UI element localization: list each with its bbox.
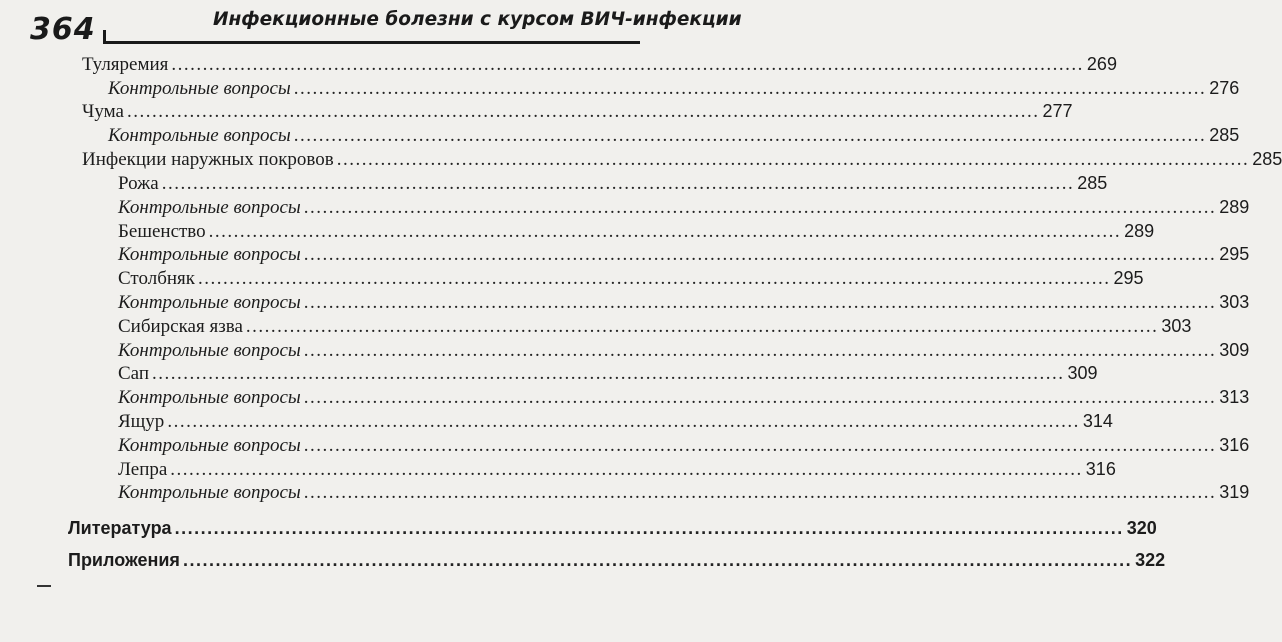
toc-dot-leader [304,386,1217,409]
toc-entry [118,339,1250,362]
toc-entry [118,410,1113,433]
toc-dot-leader [170,458,1083,481]
toc-entry-page: 316 [1085,459,1116,479]
toc-entry-label: Контрольные вопросы [118,387,301,408]
toc-dot-leader [209,220,1122,243]
toc-dot-leader [304,291,1217,314]
toc-dot-leader [304,196,1217,219]
toc-entry [82,148,1282,171]
toc-dot-leader [198,267,1111,290]
toc-entry-label: Сибирская язва [118,316,243,337]
toc-dot-leader [337,148,1250,171]
toc-entry-label: Рожа [118,173,159,194]
toc-entry-label: Контрольные вопросы [118,292,301,313]
toc-dot-leader [127,100,1040,123]
toc-entry-page: 285 [1077,173,1108,193]
toc-entry [118,196,1250,219]
toc-entry-page: 277 [1042,101,1073,121]
toc-dot-leader [304,243,1217,266]
toc-entry [82,53,1117,76]
toc-entry-label: Контрольные вопросы [108,125,291,146]
toc-entry-label: Инфекции наружных покровов [82,149,334,170]
toc-entry-label: Контрольные вопросы [118,340,301,361]
toc-entry [118,315,1192,338]
toc-dot-leader [304,434,1217,457]
toc-entry [118,291,1250,314]
toc-entry [118,386,1250,409]
toc-entry-page: 316 [1219,435,1250,455]
toc-entry-page: 313 [1219,387,1250,407]
toc-entry-label: Контрольные вопросы [118,435,301,456]
toc-entry [118,267,1144,290]
toc-dot-leader [167,410,1080,433]
toc-dot-leader [175,517,1124,540]
toc-dot-leader [304,339,1217,362]
toc-entry [118,458,1116,481]
toc-entry-label: Контрольные вопросы [118,482,301,503]
toc-dot-leader [162,172,1075,195]
toc-entry [118,362,1098,385]
toc-dot-leader [171,53,1084,76]
toc-entry-page: 289 [1124,221,1155,241]
toc-entry-page: 295 [1113,268,1144,288]
toc-entry [118,243,1250,266]
toc-entry-page: 295 [1219,244,1250,264]
toc-section-entry [68,549,1166,572]
toc-entry-label: Туляремия [82,54,169,75]
toc-entry-page: 303 [1219,292,1250,312]
toc-entry-label: Лепра [118,459,168,480]
toc-entry [118,172,1108,195]
toc-entry-label: Приложения [68,550,180,570]
toc-entry-page: 320 [1126,518,1157,538]
toc-entry-label: Контрольные вопросы [118,197,301,218]
toc-entry-page: 285 [1252,149,1282,169]
toc-entry [108,77,1240,100]
toc-dot-leader [246,315,1159,338]
toc-dot-leader [183,549,1132,572]
toc-dot-leader [304,481,1217,504]
toc-entry-page: 269 [1086,54,1117,74]
toc-entry-page: 289 [1219,197,1250,217]
toc-entry-page: 303 [1161,316,1192,336]
toc-entry-label: Ящур [118,411,165,432]
toc-entry [118,434,1250,457]
toc-entry-page: 285 [1209,125,1240,145]
toc-entry-page: 314 [1082,411,1113,431]
toc-dot-leader [152,362,1065,385]
toc-entry-page: 319 [1219,482,1250,502]
toc-entry [118,481,1250,504]
toc-entry [118,220,1155,243]
toc-entry-label: Контрольные вопросы [108,78,291,99]
toc-entry [108,124,1240,147]
toc-entry-page: 309 [1219,340,1250,360]
toc-entry-page: 309 [1067,363,1098,383]
toc-section-entry [68,517,1157,540]
toc-dot-leader [294,77,1207,100]
toc-entry-label: Чума [82,101,124,122]
toc-entry-page: 276 [1209,78,1240,98]
toc-entry-label: Литература [68,518,172,538]
running-title: Инфекционные болезни с курсом ВИЧ-инфекции [213,9,742,30]
toc-entry-label: Сап [118,363,150,384]
toc-entry [82,100,1073,123]
toc-entry-label: Бешенство [118,221,206,242]
toc-dot-leader [294,124,1207,147]
toc-entry-label: Контрольные вопросы [118,244,301,265]
toc-entry-label: Столбняк [118,268,196,289]
page-number: 364 [30,12,96,47]
toc-entry-page: 322 [1135,550,1166,570]
